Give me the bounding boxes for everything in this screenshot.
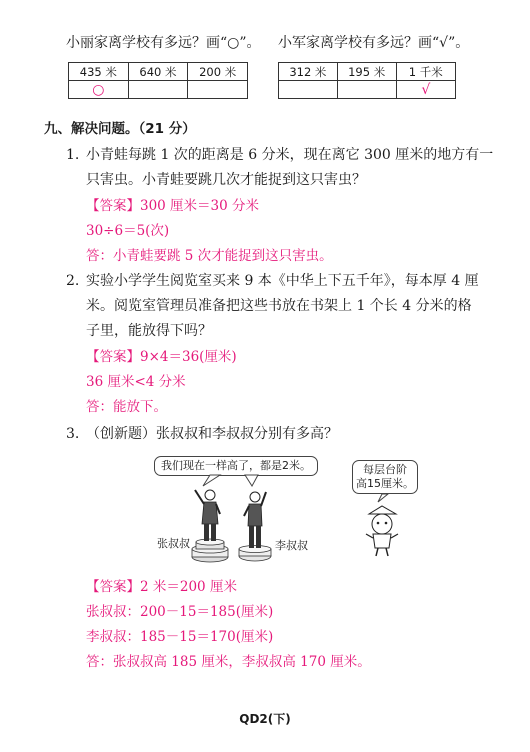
- bubble-tail: [378, 494, 388, 502]
- table-mark-cell: [128, 81, 188, 99]
- question-number: 1.: [66, 147, 80, 163]
- answer-line: 【答案】300 厘米＝30 分米: [86, 198, 260, 214]
- question-text: （创新题）张叔叔和李叔叔分别有多高？: [86, 426, 338, 442]
- bubble-tail: [203, 475, 220, 486]
- table-cell: 1 千米: [396, 63, 455, 81]
- answer-line: 张叔叔：200－15＝185(厘米): [86, 604, 274, 620]
- table-cell: 200 米: [188, 63, 248, 81]
- answer-line: 答：小青蛙要跳 5 次才能捉到这只害虫。: [86, 248, 333, 264]
- table-mark-cell: [279, 81, 338, 99]
- answer-line: 36 厘米<4 分米: [86, 374, 186, 390]
- child-figure-icon: [366, 506, 398, 556]
- speech-bubble-main: 我们现在一样高了，都是2米。: [154, 456, 318, 476]
- answer-line: 答：能放下。: [86, 399, 167, 415]
- speech-side-line: 高15厘米。: [356, 477, 414, 490]
- answer-line: 【答案】2 米＝200 厘米: [86, 579, 237, 595]
- table-cell: 195 米: [337, 63, 396, 81]
- table-cell: 435 米: [69, 63, 129, 81]
- prompt-xiaoli: 小丽家离学校有多远？画“○”。: [66, 35, 261, 51]
- question-text: 子里，能放得下吗？: [86, 323, 212, 339]
- question-number: 2.: [66, 273, 80, 289]
- prompt-xiaojun: 小军家离学校有多远？画“√”。: [278, 35, 470, 51]
- table-mark-cell: [337, 81, 396, 99]
- illustration: [140, 452, 440, 570]
- question-text: 实验小学学生阅览室买来 9 本《中华上下五千年》，每本厚 4 厘: [86, 273, 479, 289]
- table-cell: 640 米: [128, 63, 188, 81]
- table-cell: 312 米: [279, 63, 338, 81]
- distance-table-xiaoli: [68, 62, 248, 99]
- answer-line: 答：张叔叔高 185 厘米，李叔叔高 170 厘米。: [86, 654, 371, 670]
- page-code: QD2(下): [239, 712, 291, 726]
- li-figure-icon: [239, 492, 271, 561]
- question-number: 3.: [66, 426, 80, 442]
- label-zhang: 张叔叔: [157, 537, 190, 550]
- table-mark-cell: ○: [69, 81, 129, 99]
- zhang-figure-icon: [192, 490, 228, 562]
- table-mark-cell: [188, 81, 248, 99]
- bubble-tail: [245, 475, 258, 486]
- question-text: 米。阅览室管理员准备把这些书放在书架上 1 个长 4 分米的格: [86, 298, 472, 314]
- speech-bubble-side: [352, 460, 418, 494]
- section-title: 九、解决问题。（21 分）: [44, 121, 196, 137]
- speech-side-line: 每层台阶: [363, 463, 407, 476]
- answer-line: 30÷6＝5(次): [86, 223, 170, 239]
- answer-line: 【答案】9×4＝36(厘米): [86, 349, 237, 365]
- question-text: 只害虫。小青蛙要跳几次才能捉到这只害虫？: [86, 172, 366, 188]
- distance-table-xiaojun: [278, 62, 456, 99]
- answer-line: 李叔叔：185－15＝170(厘米): [86, 629, 274, 645]
- question-text: 小青蛙每跳 1 次的距离是 6 分米，现在离它 300 厘米的地方有一: [86, 147, 494, 163]
- table-mark-cell: √: [396, 81, 455, 99]
- label-li: 李叔叔: [275, 539, 308, 552]
